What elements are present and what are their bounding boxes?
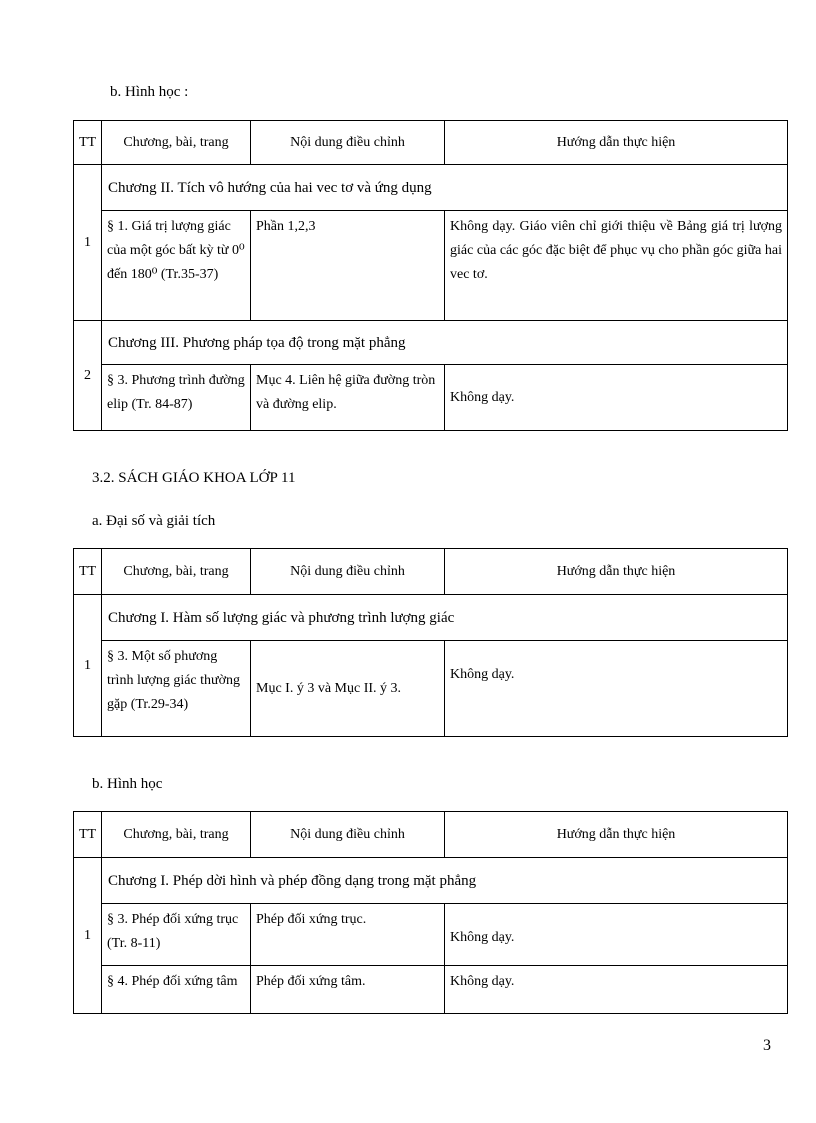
header-content: Nội dung điều chỉnh — [251, 549, 445, 595]
lesson-cell: § 3. Một số phương trình lượng giác thường gặp (Tr.29-34) — [102, 641, 251, 737]
chapter-row — [74, 165, 788, 211]
header-guide: Hướng dẫn thực hiện — [445, 549, 788, 595]
table-header-row — [74, 812, 788, 858]
table-header-row — [74, 549, 788, 595]
header-tt: TT — [74, 121, 102, 165]
section-heading-algebra: a. Đại số và giải tích — [92, 513, 216, 529]
row-number: 1 — [74, 858, 102, 1014]
table-geometry-11 — [73, 811, 788, 1014]
table-algebra-11 — [73, 548, 788, 737]
header-guide: Hướng dẫn thực hiện — [445, 121, 788, 165]
table-row — [74, 365, 788, 431]
section-heading-geometry-11: b. Hình học — [92, 776, 163, 792]
table-row — [74, 641, 788, 737]
page-number: 3 — [763, 1037, 771, 1054]
guide-cell: Không dạy. — [445, 365, 788, 431]
header-chapter: Chương, bài, trang — [102, 549, 251, 595]
header-content: Nội dung điều chỉnh — [251, 812, 445, 858]
lesson-cell: § 3. Phép đối xứng trục (Tr. 8-11) — [102, 904, 251, 966]
lesson-cell: § 4. Phép đối xứng tâm — [102, 966, 251, 1014]
lesson-cell: § 3. Phương trình đường elip (Tr. 84-87) — [102, 365, 251, 431]
guide-cell: Không dạy. — [445, 641, 788, 737]
header-guide: Hướng dẫn thực hiện — [445, 812, 788, 858]
guide-cell: Không dạy. — [445, 904, 788, 966]
guide-cell: Không dạy. Giáo viên chỉ giới thiệu về Bảng giá trị lượng giác của các góc đặc biệt để phục vụ cho phần góc giữa hai vec tơ. — [445, 211, 788, 321]
chapter-row — [74, 595, 788, 641]
chapter-title: Chương II. Tích vô hướng của hai vec tơ và ứng dụng — [102, 165, 788, 211]
row-number: 1 — [74, 595, 102, 737]
header-chapter: Chương, bài, trang — [102, 812, 251, 858]
header-tt: TT — [74, 549, 102, 595]
content-cell: Mục 4. Liên hệ giữa đường tròn và đường elip. — [251, 365, 445, 431]
row-number: 1 — [74, 165, 102, 321]
section-heading-geometry-10: b. Hình học : — [110, 84, 189, 100]
header-tt: TT — [74, 812, 102, 858]
content-cell: Phép đối xứng trục. — [251, 904, 445, 966]
table-row — [74, 211, 788, 321]
content-cell: Mục I. ý 3 và Mục II. ý 3. — [251, 641, 445, 737]
row-number: 2 — [74, 321, 102, 431]
content-cell: Phần 1,2,3 — [251, 211, 445, 321]
chapter-title: Chương I. Hàm số lượng giác và phương trình lượng giác — [102, 595, 788, 641]
chapter-row — [74, 321, 788, 365]
chapter-title: Chương III. Phương pháp tọa độ trong mặt phẳng — [102, 321, 788, 365]
lesson-cell: § 1. Giá trị lượng giác của một góc bất kỳ từ 0⁰ đến 180⁰ (Tr.35-37) — [102, 211, 251, 321]
header-chapter: Chương, bài, trang — [102, 121, 251, 165]
guide-cell: Không dạy. — [445, 966, 788, 1014]
header-content: Nội dung điều chỉnh — [251, 121, 445, 165]
section-title-grade-11: 3.2. SÁCH GIÁO KHOA LỚP 11 — [92, 470, 296, 486]
table-geometry-10 — [73, 120, 788, 431]
content-cell: Phép đối xứng tâm. — [251, 966, 445, 1014]
chapter-title: Chương I. Phép dời hình và phép đồng dạng trong mặt phẳng — [102, 858, 788, 904]
table-header-row — [74, 121, 788, 165]
table-row — [74, 904, 788, 966]
table-row — [74, 966, 788, 1014]
chapter-row — [74, 858, 788, 904]
